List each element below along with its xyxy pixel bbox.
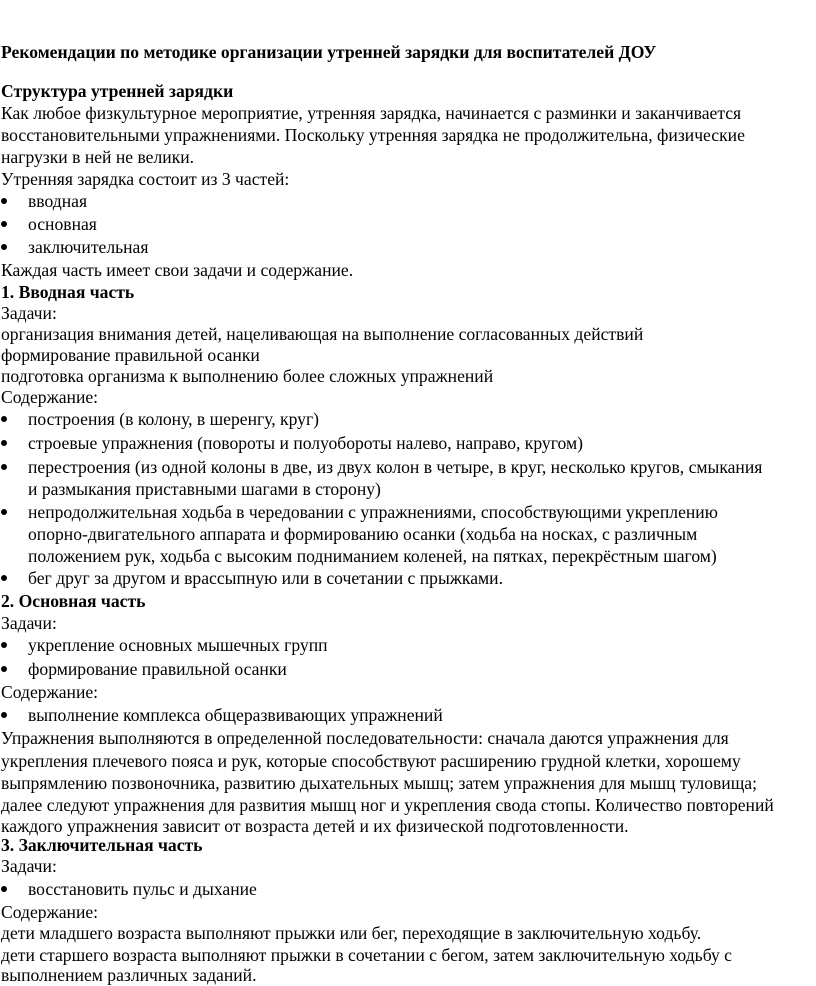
paragraph-line: нагрузки в ней не велики. <box>1 147 195 167</box>
bullet-icon <box>1 509 7 515</box>
bullet-icon <box>1 642 7 648</box>
bullet-icon <box>1 464 7 470</box>
tasks-label: Задачи: <box>1 856 57 876</box>
bullet-icon <box>1 244 7 250</box>
paragraph-line: Как любое физкультурное мероприятие, утренняя зарядка, начинается с разминки и заканчивается <box>1 103 742 123</box>
bullet-icon <box>1 221 7 227</box>
bullet-icon <box>1 198 7 204</box>
section-heading-part1: 1. Вводная часть <box>1 282 135 302</box>
parts-note: Каждая часть имеет свои задачи и содержание. <box>1 260 354 280</box>
bullet-icon <box>1 886 7 892</box>
parts-intro: Утренняя зарядка состоит из 3 частей: <box>1 169 290 189</box>
list-item: выполнение комплекса общеразвивающих упражнений <box>28 705 443 725</box>
content-label: Содержание: <box>1 902 99 922</box>
paragraph-line: дети старшего возраста выполняют прыжки в сочетании с бегом, затем заключительную ходьбу с <box>1 945 732 965</box>
paragraph-line: выпрямлению позвоночника, развитию дыхательных мышц; затем упражнения для мышц туловища; <box>1 773 757 793</box>
paragraph-line: Упражнения выполняются в определенной последовательности: сначала даются упражнения для <box>1 728 729 748</box>
tasks-label: Задачи: <box>1 303 57 323</box>
list-item: строевые упражнения (повороты и полуобороты налево, направо, кругом) <box>28 433 583 453</box>
list-item-continuation: и размыкания приставными шагами в сторону) <box>28 479 381 499</box>
bullet-icon <box>1 440 7 446</box>
bullet-icon <box>1 416 7 422</box>
list-item: восстановить пульс и дыхание <box>28 879 257 899</box>
list-item-continuation: положением рук, ходьба с высоким подниманием коленей, на пятках, перекрёстным шагом) <box>28 546 717 566</box>
paragraph-line: дети младшего возраста выполняют прыжки или бег, переходящие в заключительную ходьбу. <box>1 923 702 943</box>
list-item: непродолжительная ходьба в чередовании с упражнениями, способствующими укреплению <box>28 502 718 522</box>
task-line: подготовка организма к выполнению более сложных упражнений <box>1 366 494 386</box>
bullet-icon <box>1 575 7 581</box>
task-line: организация внимания детей, нацеливающая на выполнение согласованных действий <box>1 324 644 344</box>
list-item: бег друг за другом и врассыпную или в сочетании с прыжками. <box>28 568 503 588</box>
task-line: формирование правильной осанки <box>1 345 260 365</box>
paragraph-line: каждого упражнения зависит от возраста детей и их физической подготовленности. <box>1 816 629 836</box>
paragraph-line: восстановительными упражнениями. Поскольку утренняя зарядка не продолжительна, физические <box>1 125 745 145</box>
paragraph-line: далее следуют упражнения для развития мышц ног и укрепления свода стопы. Количество повторений <box>1 795 774 815</box>
list-item: формирование правильной осанки <box>28 659 287 679</box>
section-heading-structure: Структура утренней зарядки <box>1 81 234 101</box>
list-item-continuation: опорно-двигательного аппарата и формированию осанки (ходьба на носках, с различным <box>28 524 698 544</box>
content-label: Содержание: <box>1 682 99 702</box>
list-item: заключительная <box>28 237 149 257</box>
list-item: основная <box>28 214 97 234</box>
bullet-icon <box>1 666 7 672</box>
list-item: перестроения (из одной колоны в две, из двух колон в четыре, в круг, несколько кругов, смыкания <box>28 457 763 477</box>
paragraph-line: укрепления плечевого пояса и рук, которые способствуют расширению грудной клетки, хорошему <box>1 751 741 771</box>
list-item: укрепление основных мышечных групп <box>28 635 328 655</box>
content-label: Содержание: <box>1 387 99 407</box>
paragraph-line: выполнением различных заданий. <box>1 965 257 985</box>
section-heading-part2: 2. Основная часть <box>1 591 146 611</box>
list-item: построения (в колону, в шеренгу, круг) <box>28 409 320 429</box>
list-item: вводная <box>28 191 88 211</box>
tasks-label: Задачи: <box>1 613 57 633</box>
bullet-icon <box>1 712 7 718</box>
section-heading-part3: 3. Заключительная часть <box>1 835 203 855</box>
document-title: Рекомендации по методике организации утренней зарядки для воспитателей ДОУ <box>1 42 657 62</box>
